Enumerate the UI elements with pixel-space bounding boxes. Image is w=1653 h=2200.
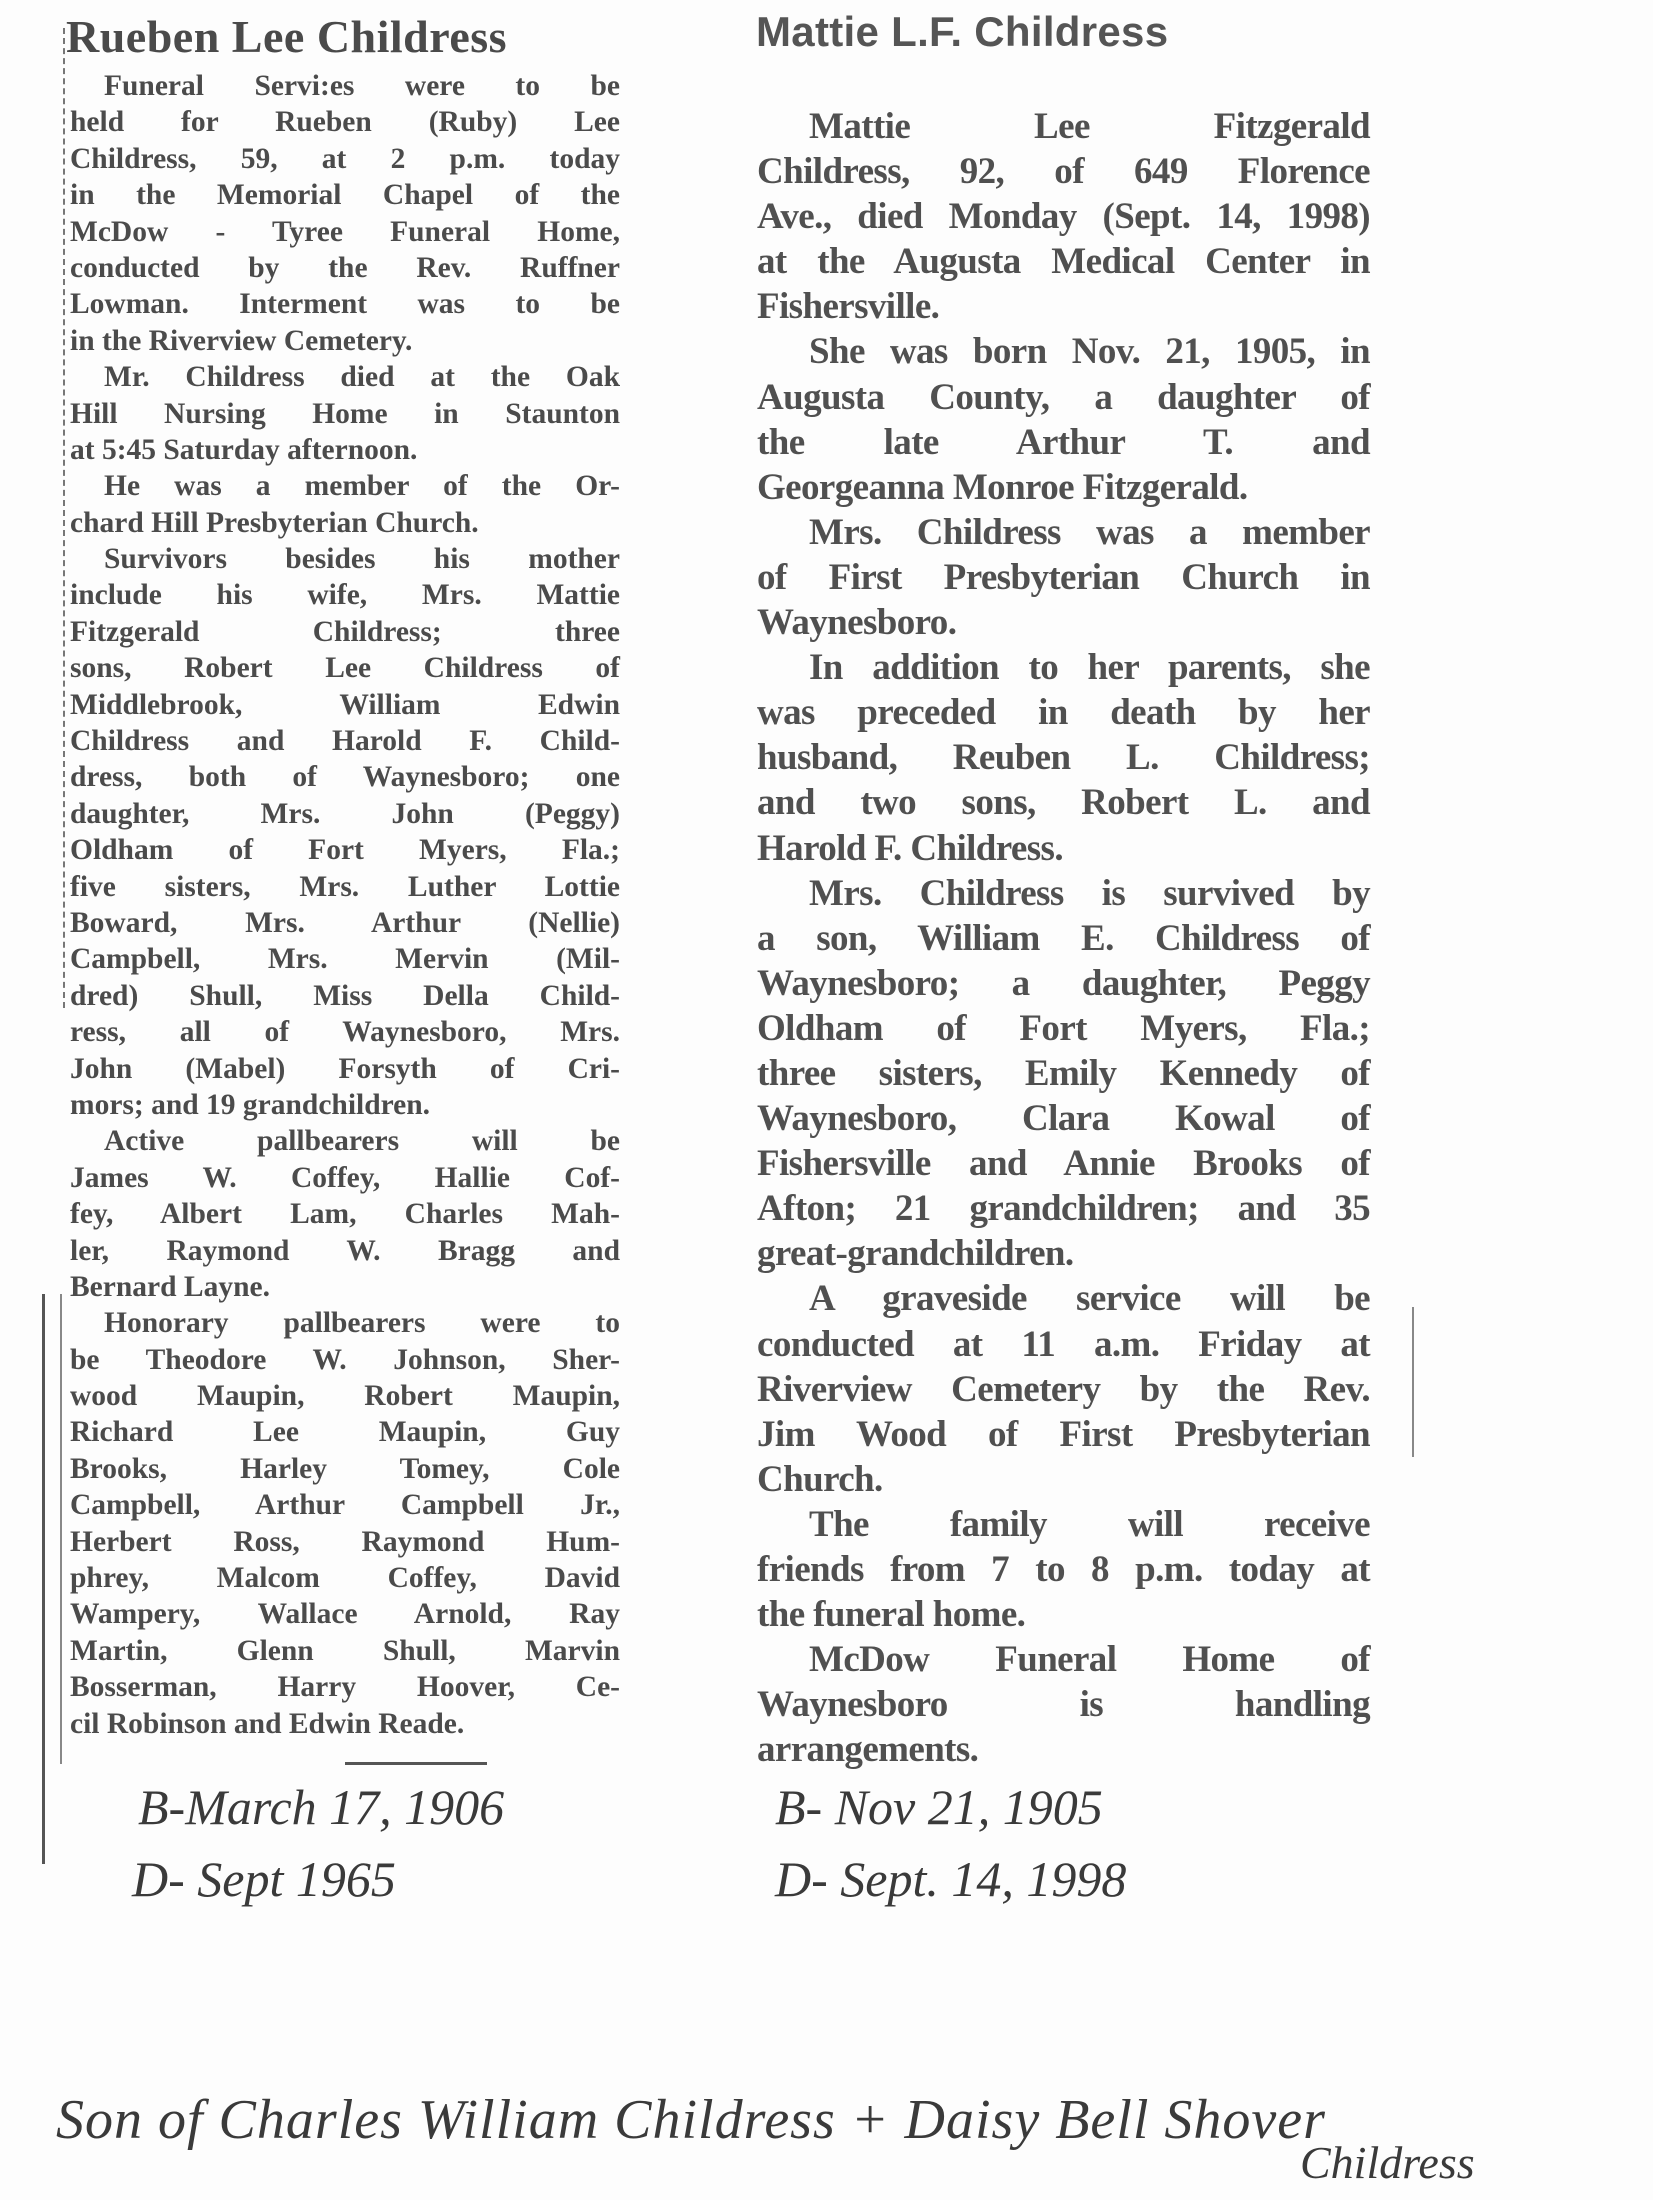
text-line: was preceded in death by her [757,692,1370,734]
handwritten-parents-note: Son of Charles William Childress + Daisy Bell Shover [56,2089,1326,2151]
text-line: Campbell, Mrs. Mervin (Mil- [70,943,620,976]
text-line: A graveside service will be [809,1278,1370,1320]
text-line: at 5:45 Saturday afternoon. [70,433,418,466]
text-line: conducted by the Rev. Ruffner [70,251,620,284]
text-line: three sisters, Emily Kennedy of [757,1052,1370,1094]
text-line: Middlebrook, William Edwin [70,688,620,721]
text-line: Waynesboro, Clara Kowal of [757,1098,1370,1140]
text-line: Augusta County, a daughter of [757,376,1370,418]
right-obituary-body [757,104,1370,1772]
text-line: Survivors besides his mother [104,543,620,576]
text-line: Wampery, Wallace Arnold, Ray [70,1598,620,1631]
text-line: held for Rueben (Ruby) Lee [70,106,620,139]
text-line: the funeral home. [757,1594,1026,1636]
text-line: James W. Coffey, Hallie Cof- [70,1161,620,1194]
text-line: wood Maupin, Robert Maupin, [70,1380,620,1413]
handwritten-birth-date-right: B- Nov 21, 1905 [775,1779,1103,1835]
text-line: Bernard Layne. [70,1270,270,1303]
left-inner-rule [60,1294,62,1764]
text-line: Oldham of Fort Myers, Fla.; [70,834,620,867]
text-line: Church. [757,1458,883,1500]
text-line: Mattie Lee Fitzgerald [809,106,1370,147]
text-line: Waynesboro. [757,602,957,644]
text-line: phrey, Malcom Coffey, David [70,1562,620,1595]
text-line: Mr. Childress died at the Oak [104,361,620,394]
text-line: husband, Reuben L. Childress; [757,737,1370,779]
text-line: friends from 7 to 8 p.m. today at [757,1549,1370,1590]
text-line: She was born Nov. 21, 1905, in [809,331,1370,373]
text-line: and two sons, Robert L. and [757,782,1370,824]
text-line: Funeral Servi:es were to be [104,70,620,102]
text-line: In addition to her parents, she [809,647,1370,689]
left-obituary-body [70,68,620,1742]
text-line: Richard Lee Maupin, Guy [70,1416,620,1449]
text-line: Jim Wood of First Presbyterian [757,1413,1370,1455]
text-line: Herbert Ross, Raymond Hum- [70,1525,620,1558]
text-line: Campbell, Arthur Campbell Jr., [70,1489,620,1522]
handwritten-death-date-right: D- Sept. 14, 1998 [775,1851,1127,1907]
text-line: Honorary pallbearers were to [104,1307,620,1340]
text-line: Waynesboro is handling [757,1684,1370,1726]
text-line: a son, William E. Childress of [757,917,1370,959]
text-line: Childress and Harold F. Child- [70,725,620,758]
text-line: dred) Shull, Miss Della Child- [70,979,620,1012]
text-line: conducted at 11 a.m. Friday at [757,1323,1370,1365]
text-line: McDow Funeral Home of [809,1639,1370,1681]
text-line: Boward, Mrs. Arthur (Nellie) [70,906,620,939]
text-line: include his wife, Mrs. Mattie [70,579,620,612]
text-line: sons, Robert Lee Childress of [70,652,620,685]
text-line: Georgeanna Monroe Fitzgerald. [757,466,1248,508]
text-line: McDow - Tyree Funeral Home, [70,215,620,248]
text-line: at the Augusta Medical Center in [757,241,1370,283]
text-line: Fishersville. [757,286,940,328]
text-line: daughter, Mrs. John (Peggy) [70,797,620,830]
text-line: Fishersville and Annie Brooks of [757,1143,1370,1185]
text-line: Childress, 92, of 649 Florence [757,151,1370,193]
left-margin-rule [42,1294,45,1864]
text-line: Bosserman, Harry Hoover, Ce- [70,1671,620,1704]
text-line: chard Hill Presbyterian Church. [70,506,479,539]
text-line: Hill Nursing Home in Staunton [70,397,620,430]
text-line: Afton; 21 grandchildren; and 35 [757,1188,1370,1230]
text-line: Mrs. Childress was a member [809,511,1370,553]
text-line: Fitzgerald Childress; three [70,615,620,648]
text-line: The family will receive [809,1503,1370,1545]
text-line: ler, Raymond W. Bragg and [70,1234,620,1267]
text-line: arrangements. [757,1729,979,1771]
text-line: Brooks, Harley Tomey, Cole [70,1452,620,1485]
right-obituary-title: Mattie L.F. Childress [756,8,1169,55]
handwritten-death-date-left: D- Sept 1965 [132,1851,396,1907]
text-line: Oldham of Fort Myers, Fla.; [757,1007,1370,1049]
text-line: Mrs. Childress is survived by [809,872,1370,914]
text-line: dress, both of Waynesboro; one [70,761,620,794]
handwritten-birth-date-left: B-March 17, 1906 [138,1779,505,1835]
text-line: Active pallbearers will be [104,1125,620,1158]
text-line: John (Mabel) Forsyth of Cri- [70,1052,620,1085]
text-line: mors; and 19 grandchildren. [70,1088,431,1121]
text-line: Lowman. Interment was to be [70,288,620,321]
handwritten-parents-note-surname: Childress [1300,2137,1475,2188]
right-margin-rule [1412,1307,1414,1457]
text-line: Martin, Glenn Shull, Marvin [70,1634,620,1667]
left-obituary-title: Rueben Lee Childress [66,11,508,62]
text-line: ress, all of Waynesboro, Mrs. [70,1016,620,1049]
text-line: fey, Albert Lam, Charles Mah- [70,1198,620,1231]
text-line: He was a member of the Or- [104,470,620,503]
text-line: Waynesboro; a daughter, Peggy [757,962,1370,1004]
text-line: Childress, 59, at 2 p.m. today [70,142,620,175]
text-line: in the Riverview Cemetery. [70,324,413,357]
text-line: Ave., died Monday (Sept. 14, 1998) [757,196,1370,238]
text-line: great-grandchildren. [757,1233,1074,1275]
column-end-rule [345,1762,487,1765]
text-line: of First Presbyterian Church in [757,556,1370,598]
text-line: Harold F. Childress. [757,827,1064,869]
text-line: Riverview Cemetery by the Rev. [757,1368,1370,1410]
text-line: be Theodore W. Johnson, Sher- [70,1343,620,1376]
text-line: the late Arthur T. and [757,421,1370,463]
text-line: in the Memorial Chapel of the [70,179,620,212]
left-border-dashed [63,28,65,1008]
text-line: five sisters, Mrs. Luther Lottie [70,870,620,903]
text-line: cil Robinson and Edwin Reade. [70,1707,465,1740]
